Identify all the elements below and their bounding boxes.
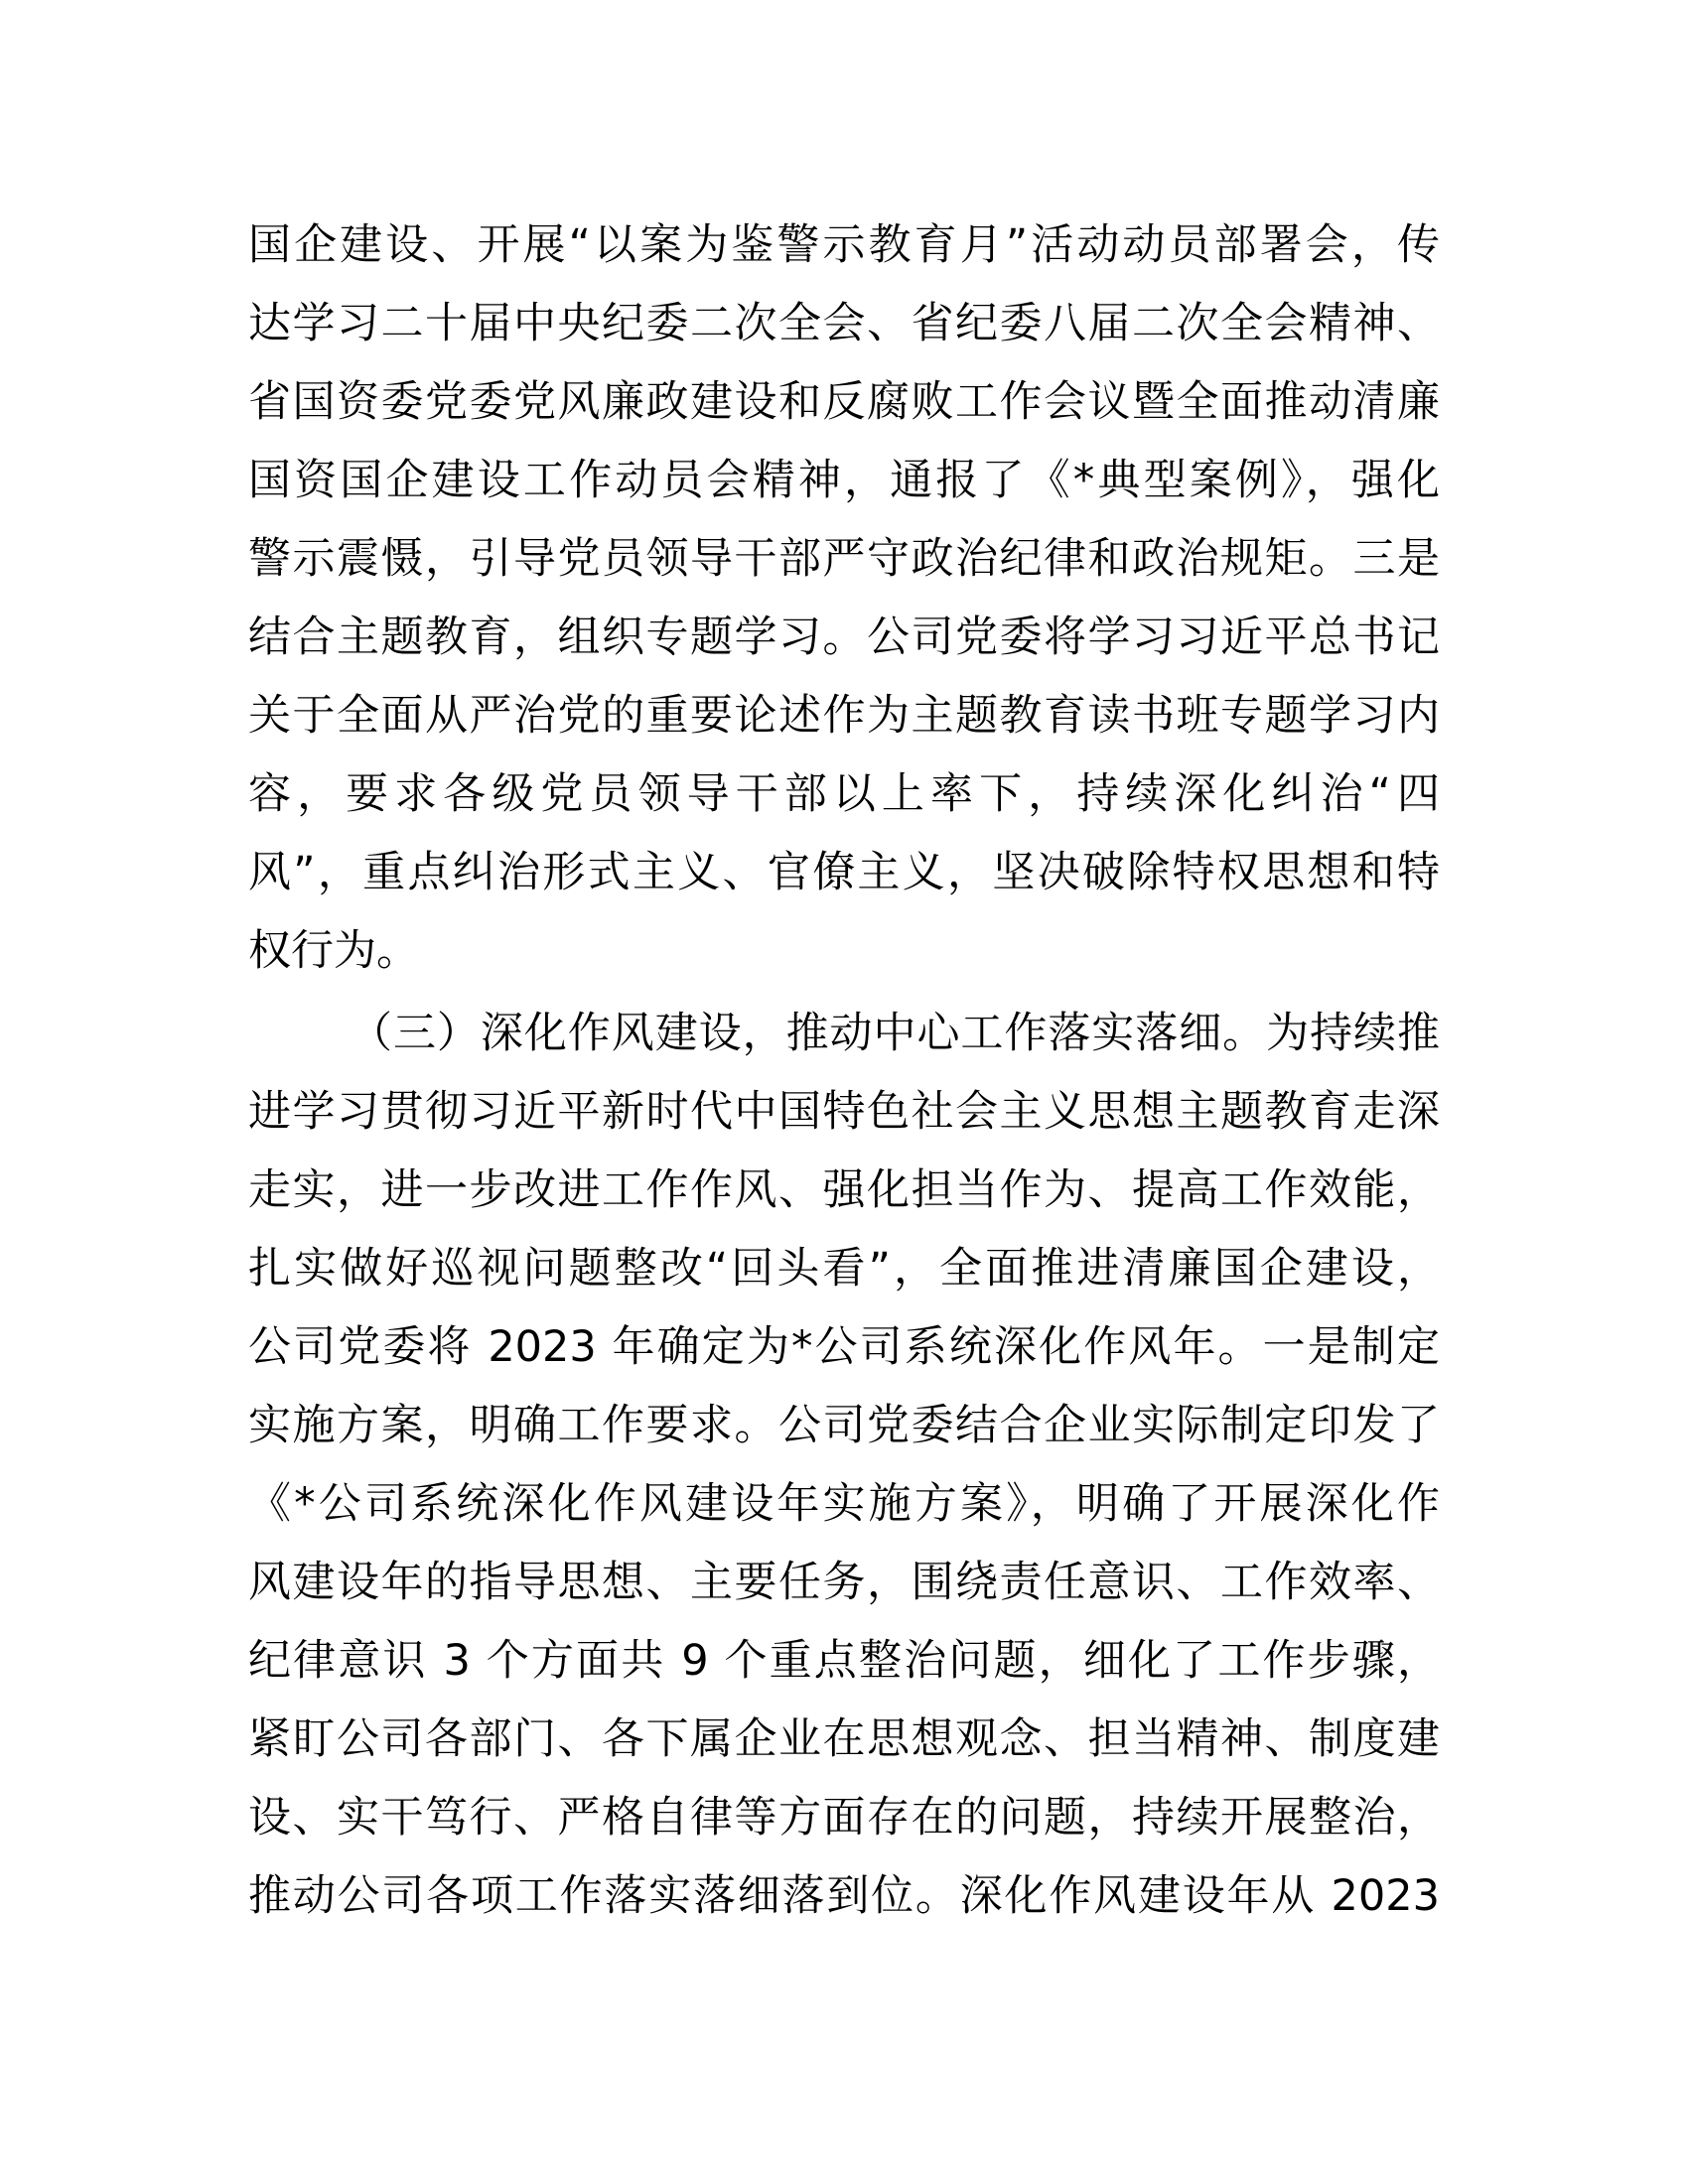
paragraph1-line-10: 权行为。 (248, 926, 419, 976)
paragraph1-line-3: 省国资委党委党风廉政建设和反腐败工作会议暨全面推动清廉 (248, 377, 1440, 427)
paragraph2-line-1: （三）深化作风建设，推动中心工作落实落细。为持续推 (350, 1009, 1440, 1058)
paragraph2-line-3: 走实，进一步改进工作作风、强化担当作为、提高工作效能， (248, 1165, 1440, 1215)
paragraph1-line-2: 达学习二十届中央纪委二次全会、省纪委八届二次全会精神、 (248, 299, 1440, 348)
paragraph1-line-5: 警示震慑，引导党员领导干部严守政治纪律和政治规矩。三是 (248, 534, 1440, 584)
paragraph2-line-11: 设、实干笃行、严格自律等方面存在的问题，持续开展整治， (248, 1793, 1440, 1843)
paragraph2-line-5: 公司党委将 2023 年确定为*公司系统深化作风年。一是制定 (248, 1322, 1440, 1372)
paragraph1-line-6: 结合主题教育，组织专题学习。公司党委将学习习近平总书记 (248, 613, 1440, 662)
paragraph2-line-6: 实施方案，明确工作要求。公司党委结合企业实际制定印发了 (248, 1401, 1440, 1450)
paragraph2-line-7: 《*公司系统深化作风建设年实施方案》，明确了开展深化作 (248, 1479, 1440, 1529)
paragraph2-line-4: 扎实做好巡视问题整改“回头看”，全面推进清廉国企建设， (248, 1244, 1440, 1294)
paragraph1-line-4: 国资国企建设工作动员会精神，通报了《*典型案例》，强化 (248, 456, 1440, 505)
paragraph1-line-8: 容，要求各级党员领导干部以上率下，持续深化纠治“四 (248, 769, 1440, 819)
paragraph2-line-8: 风建设年的指导思想、主要任务，围绕责任意识、工作效率、 (248, 1558, 1440, 1607)
paragraph1-line-1: 国企建设、开展“以案为鉴警示教育月”活动动员部署会，传 (248, 220, 1440, 270)
paragraph1-line-7: 关于全面从严治党的重要论述作为主题教育读书班专题学习内 (248, 691, 1440, 741)
paragraph2-line-10: 紧盯公司各部门、各下属企业在思想观念、担当精神、制度建 (248, 1714, 1440, 1764)
paragraph2-line-2: 进学习贯彻习近平新时代中国特色社会主义思想主题教育走深 (248, 1087, 1440, 1137)
paragraph2-line-12: 推动公司各项工作落实落细落到位。深化作风建设年从 2023 (248, 1871, 1440, 1921)
paragraph2-line-9: 纪律意识 3 个方面共 9 个重点整治问题，细化了工作步骤， (248, 1636, 1440, 1686)
paragraph1-line-9: 风”，重点纠治形式主义、官僚主义，坚决破除特权思想和特 (248, 848, 1440, 897)
